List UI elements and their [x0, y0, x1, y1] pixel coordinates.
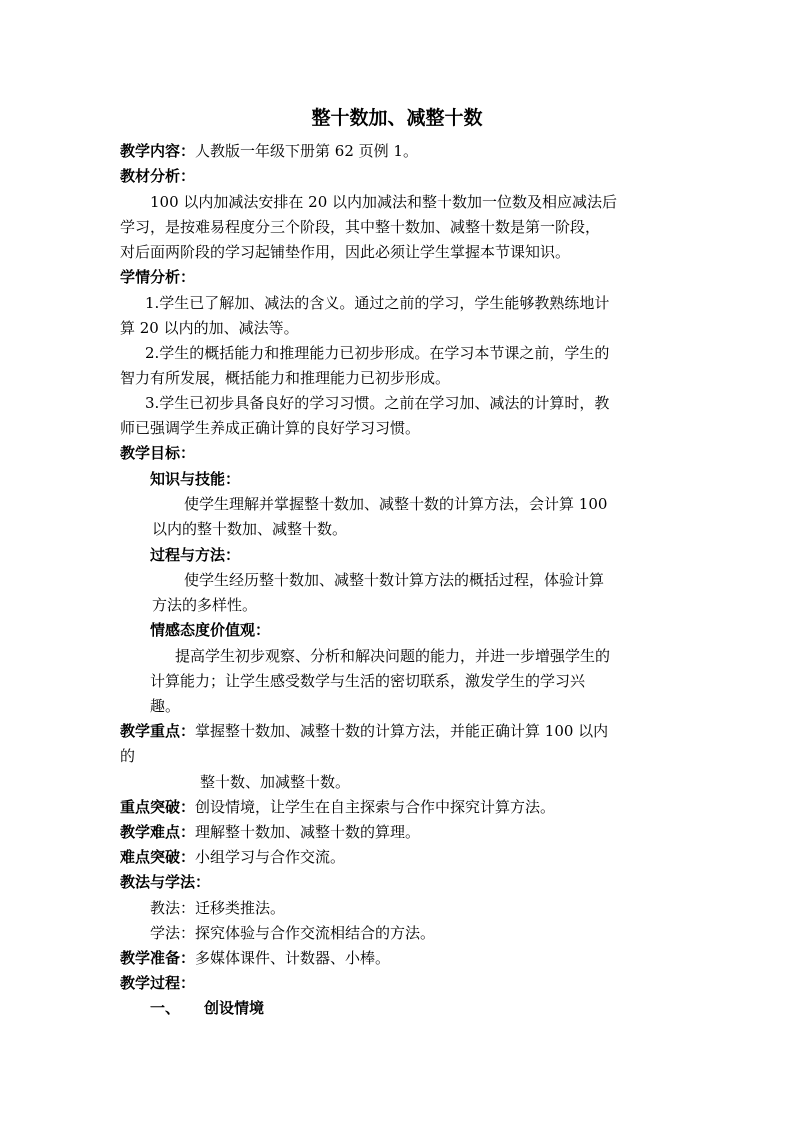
preparation-text: 多媒体课件、计数器、小棒。	[195, 949, 391, 967]
difficulty-text: 理解整十数加、减整十数的算理。	[195, 823, 421, 841]
student-analysis-label: 学情分析：	[120, 268, 196, 286]
textbook-analysis-line: 100 以内加减法安排在 20 以内加减法和整十数加一位数及相应减法后	[150, 193, 618, 211]
student-analysis-line: 3.学生已初步具备良好的学习习惯。之前在学习加、减法的计算时，教	[145, 394, 610, 412]
knowledge-skills-label: 知识与技能：	[150, 470, 241, 488]
difficulty-breakthrough-row	[120, 845, 345, 869]
key-breakthrough-label: 重点突破：	[120, 798, 196, 816]
preparation-row	[120, 946, 390, 970]
student-analysis-line: 算 20 以内的加、减法等。	[120, 319, 299, 337]
knowledge-skills-line: 以内的整十数加、减整十数。	[152, 520, 348, 538]
student-analysis-line: 2.学生的概括能力和推理能力已初步形成。在学习本节课之前，学生的	[145, 344, 610, 362]
emotion-values-label: 情感态度价值观：	[150, 621, 271, 639]
preparation-label: 教学准备：	[120, 949, 196, 967]
emotion-values-line: 提高学生初步观察、分析和解决问题的能力，并进一步增强学生的	[175, 647, 611, 665]
key-point-label: 教学重点：	[120, 722, 196, 740]
teaching-method: 教法：迁移类推法。	[150, 899, 286, 917]
textbook-analysis-line: 对后面两阶段的学习起铺垫作用，因此必须让学生掌握本节课知识。	[120, 243, 571, 261]
learning-method: 学法：探究体验与合作交流相结合的方法。	[150, 924, 436, 942]
teaching-content-label: 教学内容：	[120, 142, 196, 160]
teaching-process-label: 教学过程：	[120, 974, 196, 992]
emotion-values-line: 计算能力；让学生感受数学与生活的密切联系，激发学生的学习兴	[150, 672, 586, 690]
difficulty-breakthrough-text: 小组学习与合作交流。	[195, 848, 346, 866]
emotion-values-line: 趣。	[150, 697, 181, 715]
document-title: 整十数加、减整十数	[311, 107, 483, 129]
key-point-line: 的	[120, 747, 136, 765]
student-analysis-line: 1.学生已了解加、减法的含义。通过之前的学习，学生能够教熟练地计	[145, 294, 610, 312]
difficulty-row	[120, 820, 420, 844]
key-breakthrough-row	[120, 795, 555, 819]
key-point-text: 掌握整十数加、减整十数的计算方法，并能正确计算 100 以内	[195, 722, 609, 740]
methods-label: 教法与学法：	[120, 873, 211, 891]
knowledge-skills-line: 使学生理解并掌握整十数加、减整十数的计算方法，会计算 100	[184, 495, 608, 513]
process-method-label: 过程与方法：	[150, 546, 241, 564]
textbook-analysis-line: 学习，是按难易程度分三个阶段，其中整十数加、减整十数是第一阶段，	[120, 218, 601, 236]
difficulty-breakthrough-label: 难点突破：	[120, 848, 196, 866]
key-point-row	[120, 719, 608, 743]
process-step-title: 创设情境	[204, 999, 265, 1017]
key-breakthrough-text: 创设情境，让学生在自主探索与合作中探究计算方法。	[195, 798, 556, 816]
teaching-content-row	[120, 139, 418, 163]
teaching-content-text: 人教版一年级下册第 62 页例 1。	[195, 142, 418, 160]
teaching-goals-label: 教学目标：	[120, 444, 196, 462]
difficulty-label: 教学难点：	[120, 823, 196, 841]
key-point-line: 整十数、加减整十数。	[200, 773, 351, 791]
process-step-number: 一、	[150, 999, 181, 1017]
textbook-analysis-label: 教材分析：	[120, 167, 196, 185]
student-analysis-line: 智力有所发展，概括能力和推理能力已初步形成。	[120, 369, 451, 387]
student-analysis-line: 师已强调学生养成正确计算的良好学习习惯。	[120, 419, 421, 437]
process-method-line: 使学生经历整十数加、减整十数计算方法的概括过程，体验计算	[184, 571, 605, 589]
process-method-line: 方法的多样性。	[152, 596, 258, 614]
